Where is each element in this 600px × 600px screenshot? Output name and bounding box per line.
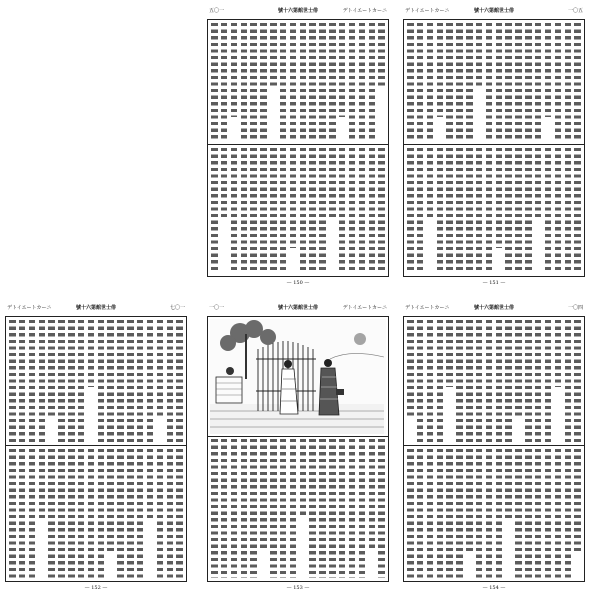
text-columns-upper — [407, 320, 581, 442]
text-column — [157, 449, 164, 578]
text-column — [231, 23, 238, 117]
text-column — [369, 23, 376, 141]
article-title: デトイエートカーニ — [405, 305, 450, 311]
text-frame — [403, 19, 585, 277]
text-column — [476, 449, 483, 578]
text-columns-lower — [407, 148, 581, 273]
text-column — [78, 449, 85, 578]
text-frame — [403, 316, 585, 582]
text-column — [515, 23, 522, 141]
text-column — [417, 320, 424, 442]
text-column — [496, 449, 503, 578]
text-columns-lower — [211, 439, 385, 578]
text-column — [137, 449, 144, 578]
text-columns-upper — [211, 23, 385, 141]
text-column — [250, 23, 257, 141]
page-bottom-right — [403, 302, 585, 594]
text-column — [176, 320, 183, 442]
text-column — [446, 148, 453, 273]
text-column — [545, 449, 552, 578]
text-column — [270, 23, 277, 88]
text-column — [290, 148, 297, 248]
text-column — [58, 449, 65, 578]
text-column — [407, 23, 414, 141]
text-column — [211, 148, 218, 273]
text-column — [309, 23, 316, 141]
text-column — [19, 320, 26, 442]
text-column — [466, 148, 473, 273]
text-column — [515, 449, 522, 578]
text-column — [359, 439, 366, 578]
text-column — [555, 320, 562, 387]
text-columns-lower — [211, 148, 385, 273]
text-column — [29, 320, 36, 442]
text-column — [19, 449, 26, 578]
text-column — [446, 320, 453, 387]
text-column — [349, 148, 356, 273]
text-column — [466, 320, 473, 442]
page-middle-center — [207, 302, 389, 594]
folio: — 154 — — [482, 585, 506, 591]
section-divider — [404, 445, 584, 446]
running-header — [5, 302, 187, 315]
text-column — [147, 449, 154, 520]
text-column — [280, 23, 287, 141]
article-title: デトイエートカーニ — [342, 305, 387, 311]
text-column — [369, 148, 376, 273]
text-column — [496, 23, 503, 141]
text-column — [437, 23, 444, 117]
text-frame — [207, 316, 389, 582]
text-column — [427, 23, 434, 141]
text-column — [574, 320, 581, 442]
text-column — [359, 23, 366, 141]
article-title: デトイエートカーニ — [342, 8, 387, 14]
text-column — [456, 320, 463, 442]
text-column — [486, 148, 493, 273]
text-column — [329, 23, 336, 141]
text-column — [319, 148, 326, 273]
text-column — [48, 449, 55, 578]
text-column — [476, 320, 483, 442]
section-divider — [404, 144, 584, 145]
publication-title: 號十六第館世士俳 — [277, 8, 318, 14]
text-column — [407, 320, 414, 418]
text-column — [107, 320, 114, 442]
text-column — [565, 23, 572, 141]
text-column — [280, 148, 287, 273]
text-column — [378, 439, 385, 578]
text-column — [505, 23, 512, 141]
text-column — [147, 320, 154, 442]
text-column — [466, 449, 473, 552]
text-column — [260, 148, 267, 273]
text-column — [88, 320, 95, 387]
page-number: 一〇五 — [567, 8, 583, 14]
text-column — [339, 439, 346, 578]
text-column — [137, 320, 144, 442]
text-column — [221, 148, 228, 217]
text-column — [270, 148, 277, 273]
text-column — [555, 449, 562, 578]
text-column — [250, 439, 257, 578]
text-column — [241, 23, 248, 141]
text-column — [359, 148, 366, 273]
article-title: デトイエートカーニ — [405, 8, 450, 14]
text-column — [339, 23, 346, 117]
page-top-left — [207, 5, 389, 289]
text-column — [167, 449, 174, 578]
text-column — [574, 449, 581, 552]
page-number: 五〇一 — [209, 8, 225, 14]
text-column — [107, 449, 114, 552]
text-frame — [5, 316, 187, 582]
running-header — [207, 5, 389, 18]
text-column — [9, 449, 16, 578]
text-column — [417, 148, 424, 273]
text-column — [535, 148, 542, 217]
text-column — [505, 320, 512, 442]
text-column — [505, 148, 512, 273]
text-frame — [207, 19, 389, 277]
text-column — [476, 23, 483, 88]
text-column — [68, 320, 75, 442]
text-column — [574, 148, 581, 273]
text-column — [515, 148, 522, 273]
text-column — [117, 449, 124, 578]
text-column — [270, 439, 277, 578]
text-columns-lower — [407, 449, 581, 578]
text-column — [476, 148, 483, 273]
text-column — [407, 449, 414, 578]
text-column — [300, 148, 307, 273]
text-column — [167, 320, 174, 442]
woodblock-illustration-icon — [210, 319, 384, 434]
text-column — [525, 23, 532, 141]
text-column — [555, 23, 562, 141]
text-column — [211, 439, 218, 578]
article-title: デトイエートカーニ — [7, 305, 52, 311]
text-column — [309, 148, 316, 273]
text-column — [300, 439, 307, 515]
text-column — [39, 320, 46, 442]
text-column — [486, 320, 493, 442]
text-column — [176, 449, 183, 578]
text-column — [127, 449, 134, 578]
text-column — [280, 439, 287, 578]
page-number: 一〇一 — [209, 305, 225, 311]
running-header — [403, 5, 585, 18]
street-scene-illustration — [210, 319, 386, 434]
text-columns-upper — [407, 23, 581, 141]
text-column — [157, 320, 164, 418]
page-top-right — [403, 5, 585, 289]
text-column — [241, 148, 248, 273]
section-divider — [6, 445, 186, 446]
text-column — [231, 148, 238, 273]
text-column — [378, 23, 385, 88]
text-column — [98, 320, 105, 442]
text-column — [496, 320, 503, 442]
text-column — [427, 449, 434, 578]
text-column — [88, 449, 95, 578]
text-column — [535, 320, 542, 442]
text-column — [486, 449, 493, 578]
text-column — [68, 449, 75, 578]
text-column — [456, 148, 463, 273]
text-column — [437, 320, 444, 442]
text-column — [260, 439, 267, 550]
folio: — 152 — — [84, 585, 108, 591]
text-column — [319, 23, 326, 141]
text-column — [437, 148, 444, 273]
text-column — [545, 320, 552, 442]
text-column — [446, 449, 453, 578]
text-columns-upper — [9, 320, 183, 442]
illustration-divider — [208, 436, 388, 437]
text-column — [525, 449, 532, 578]
text-column — [466, 23, 473, 141]
text-column — [525, 148, 532, 273]
text-column — [456, 449, 463, 578]
text-column — [319, 439, 326, 578]
text-column — [505, 449, 512, 520]
text-column — [349, 23, 356, 141]
text-column — [78, 320, 85, 442]
page-middle-left — [5, 302, 187, 594]
text-column — [48, 320, 55, 418]
text-column — [260, 23, 267, 141]
folio: — 153 — — [286, 585, 310, 591]
text-column — [98, 449, 105, 578]
text-column — [127, 320, 134, 442]
text-column — [535, 449, 542, 578]
text-columns-lower — [9, 449, 183, 578]
folio: — 150 — — [286, 280, 310, 286]
page-number: 七〇一 — [169, 305, 185, 311]
text-column — [407, 148, 414, 273]
text-column — [427, 148, 434, 217]
text-column — [525, 320, 532, 442]
text-column — [339, 148, 346, 273]
text-column — [369, 439, 376, 550]
text-column — [231, 439, 238, 578]
text-column — [58, 320, 65, 442]
text-column — [117, 320, 124, 442]
text-column — [565, 449, 572, 578]
text-column — [446, 23, 453, 141]
text-column — [378, 148, 385, 273]
text-column — [349, 439, 356, 578]
folio: — 151 — — [482, 280, 506, 286]
publication-title: 號十六第館世士俳 — [277, 305, 318, 311]
text-column — [427, 320, 434, 442]
text-column — [515, 320, 522, 418]
text-column — [565, 148, 572, 273]
text-column — [290, 439, 297, 578]
running-header — [207, 302, 389, 315]
publication-title: 號十六第館世士俳 — [473, 305, 514, 311]
text-column — [329, 439, 336, 578]
text-column — [555, 148, 562, 273]
text-column — [9, 320, 16, 442]
text-column — [565, 320, 572, 442]
running-header — [403, 302, 585, 315]
publication-title: 號十六第館世士俳 — [473, 8, 514, 14]
text-column — [545, 148, 552, 273]
text-column — [250, 148, 257, 273]
text-column — [437, 449, 444, 578]
text-column — [29, 449, 36, 578]
publication-title: 號十六第館世士俳 — [75, 305, 116, 311]
text-column — [221, 23, 228, 141]
text-column — [535, 23, 542, 141]
text-column — [496, 148, 503, 248]
text-column — [574, 23, 581, 141]
text-column — [456, 23, 463, 141]
text-column — [417, 23, 424, 141]
text-column — [417, 449, 424, 578]
section-divider — [208, 144, 388, 145]
text-column — [545, 23, 552, 117]
text-column — [39, 449, 46, 520]
text-column — [241, 439, 248, 578]
text-column — [211, 23, 218, 141]
text-column — [329, 148, 336, 217]
text-column — [486, 23, 493, 141]
page-number: 一〇四 — [567, 305, 583, 311]
text-column — [309, 439, 316, 578]
text-column — [221, 439, 228, 578]
text-column — [290, 23, 297, 141]
text-column — [300, 23, 307, 141]
